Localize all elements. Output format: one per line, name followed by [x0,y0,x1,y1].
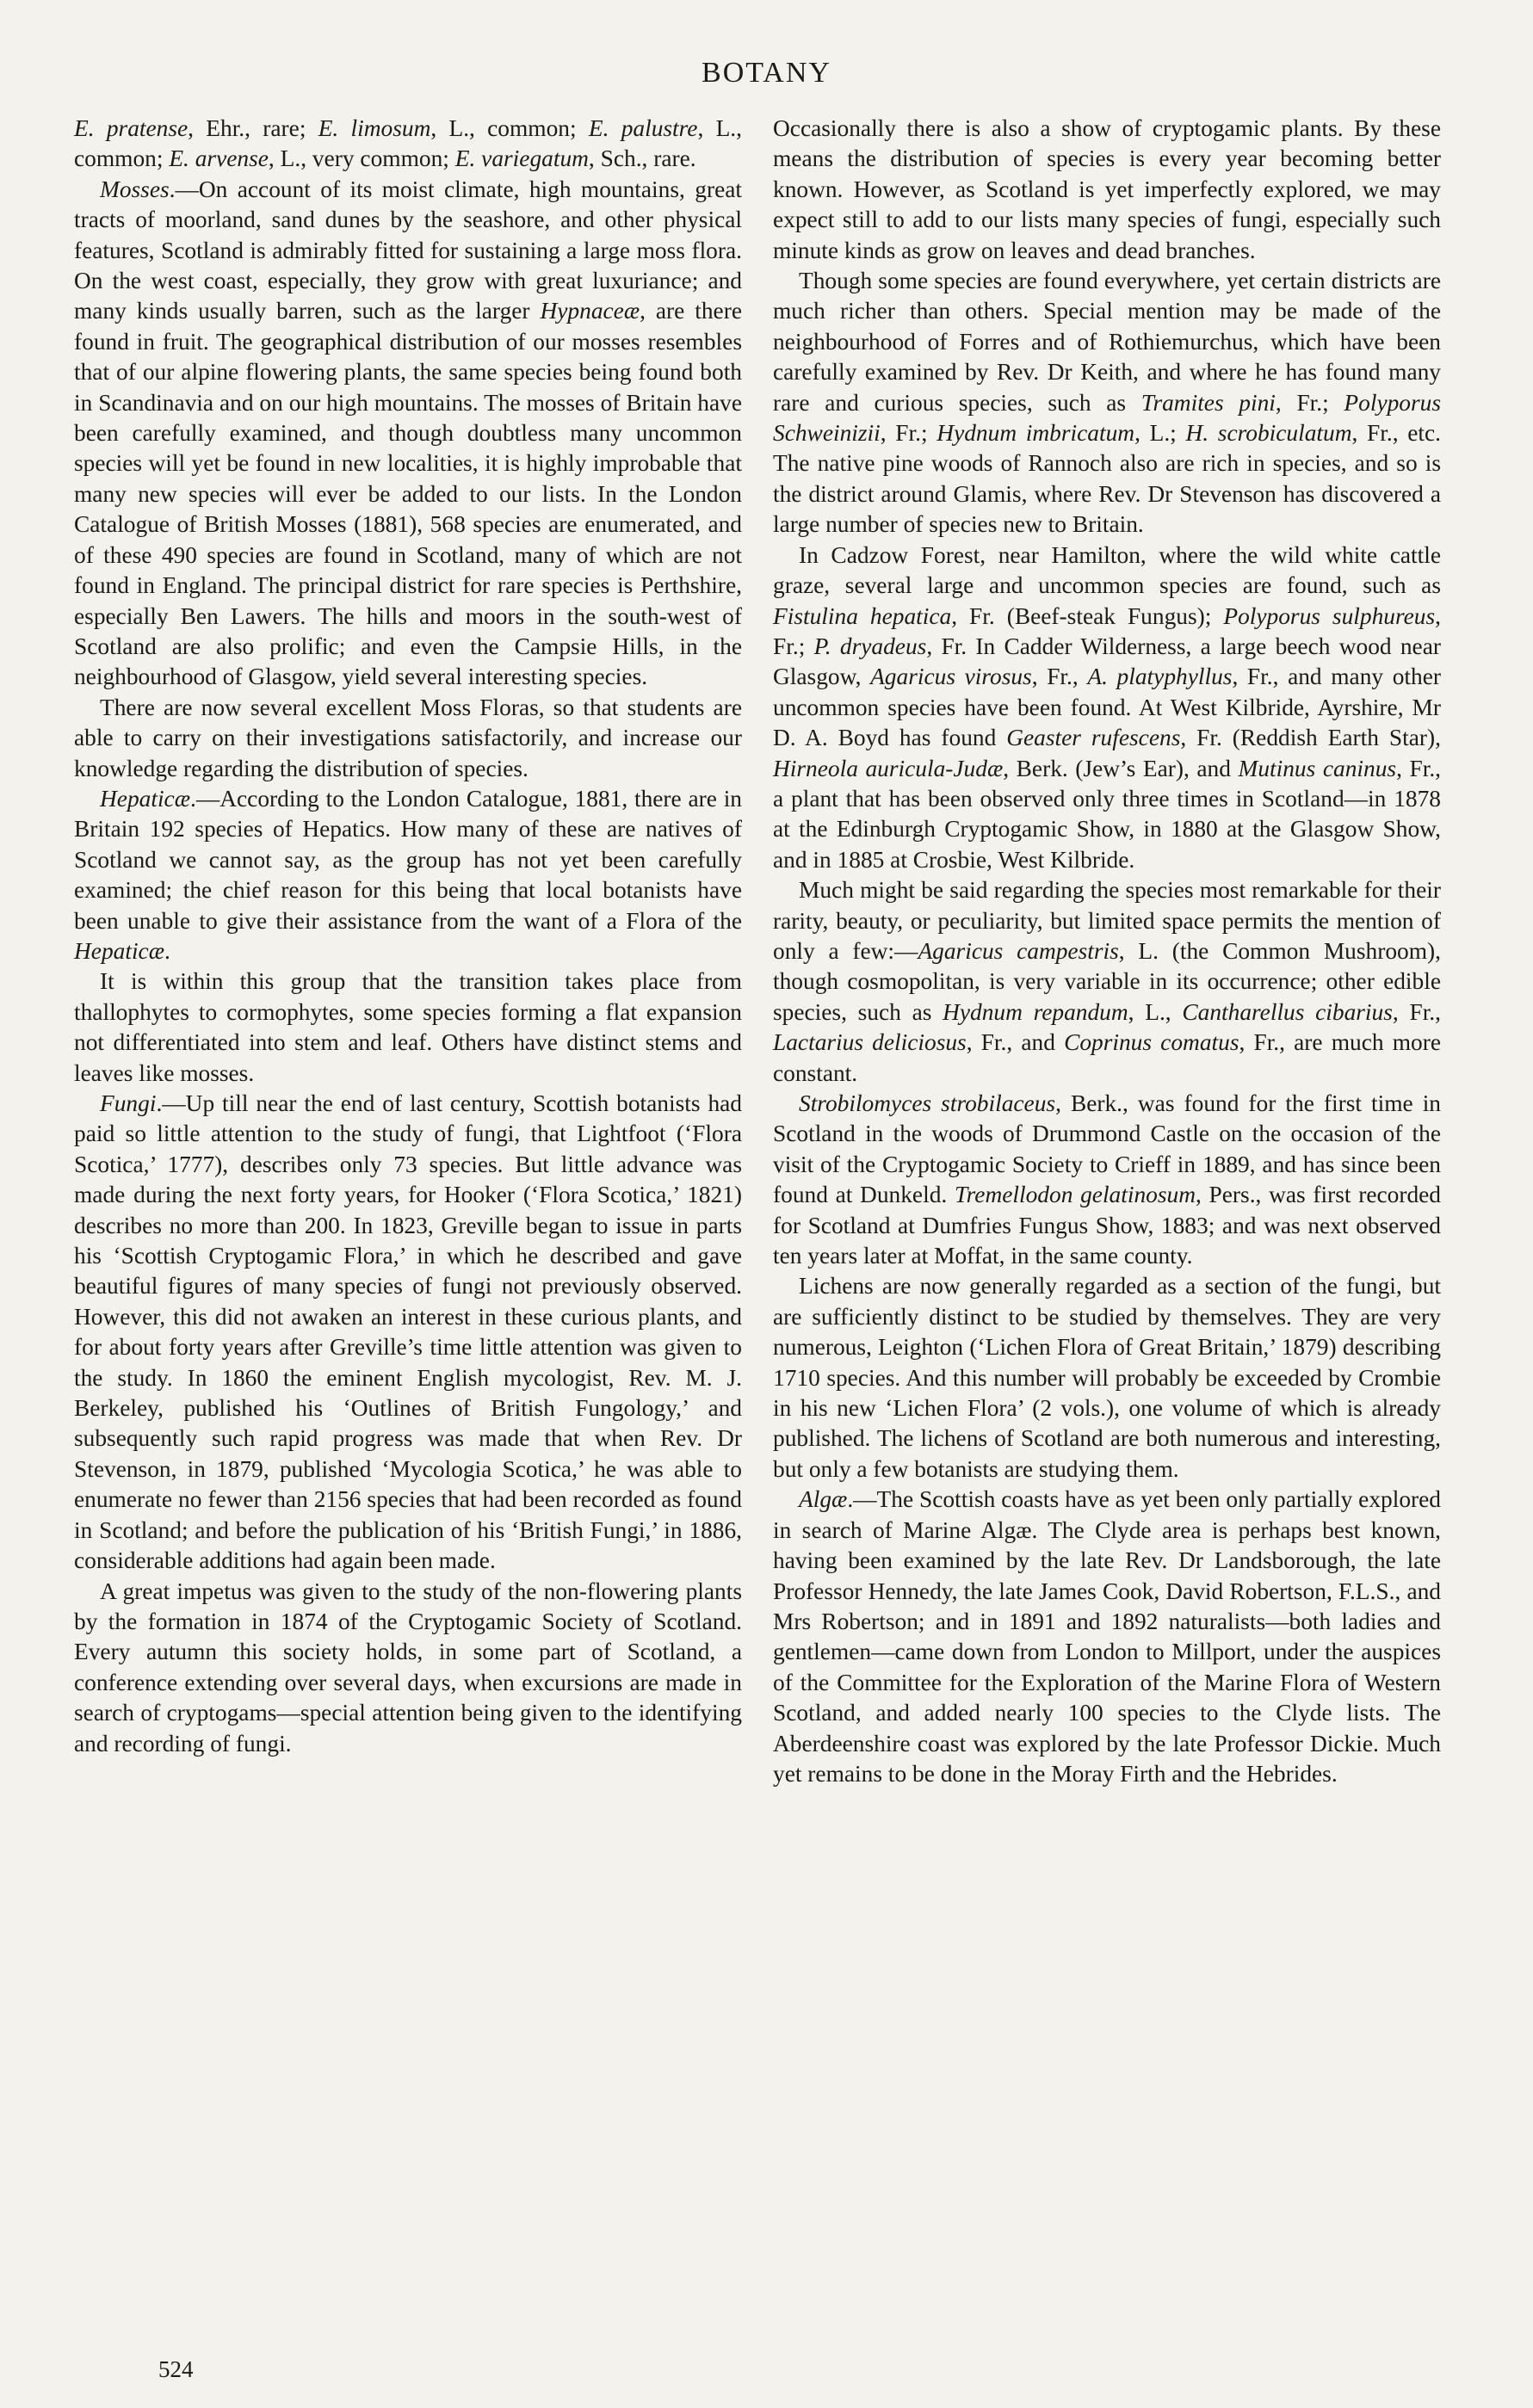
paragraph [773,1271,1441,1485]
italic-term: Hypnaceæ [540,298,640,324]
paragraph [74,114,742,175]
italic-term: Agaricus campestris [918,937,1119,964]
italic-term: Hydnum repandum [943,998,1128,1025]
text-run: Though some species are found everywhere, yet certain districts are much richer than others. Special mention may be made of the neighbourhood of Forres and of Rothiemurchus, which have been carefully examined by Rev. Dr Keith, and where he has found many rare and curious species, such as [773,268,1441,416]
text-run: , Fr. (Beef-steak Fungus); [951,602,1224,629]
paragraph [773,875,1441,1089]
text-run: , L.; [1134,420,1186,447]
paragraph [773,1485,1441,1789]
text-run: In Cadzow Forest, near Hamilton, where the wild white cattle graze, several large and uncommon species are found, such as [773,541,1441,599]
italic-term: Cantharellus cibarius [1182,998,1393,1025]
text-run: , Fr., are much more constant. [773,1029,1441,1086]
running-head: BOTANY [702,57,831,89]
text-run: , Fr., etc. The native pine woods of Rannoch also are rich in species, and so is the district around Glamis, where Rev. Dr Stevenson has discovered a large number of species new to Britain. [773,420,1442,538]
italic-term: Polyporus Schweinizii [773,389,1442,447]
italic-term: Fungi [100,1090,157,1116]
text-run: There are now several excellent Moss Floras, so that students are able to carry on their investigations satisfactorily, and increase our knowledge regarding the distribution of species. [74,694,742,781]
text-run: Occasionally there is also a show of cryptogamic plants. By these means the distribution of species is every year becoming better known. However, as Scotland is yet imperfectly explored, we may expect still to add to our lists many species of fungi, especially such minute kinds as grow on leaves and dead branches. [773,115,1441,263]
text-run: .—The Scottish coasts have as yet been only partially explored in search of Marine Algæ. The Clyde area is perhaps best known, having been examined by the late Rev. Dr Landsborough, the late Professor Hennedy, the late James Cook, David Robertson, F.L.S., and Mrs Robertson; and in 1891 and 1892 naturalists—both ladies and gentlemen—came down from London to Millport, under the auspices of the Committee for the Exploration of the Marine Flora of Western Scotland, and added nearly 100 species to the Clyde lists. The Aberdeenshire coast was explored by the late Professor Dickie. Much yet remains to be done in the Moray Firth and the Hebrides. [773,1486,1441,1787]
italic-term: Hepaticæ [74,937,164,964]
text-run: , Fr., [1031,664,1088,690]
paragraph [773,1089,1441,1271]
italic-term: E. variegatum [454,145,589,172]
italic-term: A. platyphyllus [1087,664,1233,690]
text-run: , Ehr., rare; [188,115,318,141]
text-run: A great impetus was given to the study of the non-flowering plants by the formation in 1874 of the Cryptogamic Society of Scotland. Every autumn this society holds, in some part of Scotland, a conference extending over several days, when excursions are made in search of cryptogams—special attention being given to the identifying and recording of fungi. [74,1578,742,1757]
text-run: , Fr. In Cadder Wilderness, a large beech wood near Glasgow, [773,633,1441,690]
paragraph [773,266,1441,540]
text-run: , L., [1128,998,1183,1025]
text-run: , Fr., and [966,1029,1065,1056]
paragraph [74,1577,742,1759]
text-run: , L. (the Common Mushroom), though cosmopolitan, is very variable in its occurrence; other edible species, such as [773,937,1442,1025]
text-run: . [164,937,170,964]
italic-term: Hydnum imbricatum [936,420,1135,447]
text-run: , Sch., rare. [588,145,696,172]
text-run: , Fr.; [880,420,937,447]
paragraph [74,175,742,693]
text-run: Much might be said regarding the species most remarkable for their rarity, beauty, or peculiarity, but limited space permits the mention of only a few:— [773,877,1441,964]
text-run: .—On account of its moist climate, high mountains, great tracts of moorland, sand dunes by the seashore, and other physical features, Scotland is admirably fitted for sustaining a large moss flora. On the west coast, especially, they grow with great luxuriance; and many kinds usually barren, such as the larger [74,176,742,324]
left-column [74,114,742,1759]
text-run: , Fr., a plant that has been observed only three times in Scotland—in 1878 at the Edinburgh Cryptogamic Show, in 1880 at the Glasgow Show, and in 1885 at Crosbie, West Kilbride. [773,755,1442,873]
text-run: , Pers., was first recorded for Scotland at Dumfries Fungus Show, 1883; and was next observed ten years later at Moffat, in the same county. [773,1182,1442,1269]
italic-term: Lactarius deliciosus [773,1029,967,1056]
italic-term: E. pratense [74,115,189,141]
italic-term: H. scrobiculatum [1185,420,1352,447]
paragraph [74,1089,742,1577]
text-run: , Fr., [1392,998,1441,1025]
text-run: It is within this group that the transition takes place from thallophytes to cormophytes, some species forming a flat expansion not differentiated into stem and leaf. Others have distinct stems and leaves like mosses. [74,968,742,1086]
italic-term: Polyporus sulphureus [1223,602,1436,629]
italic-term: P. dryadeus [813,633,927,659]
italic-term: Hepaticæ [100,785,190,812]
italic-term: Tramites pini [1140,389,1276,416]
text-run: Lichens are now generally regarded as a section of the fungi, but are sufficiently distinct to be studied by themselves. They are very numerous, Leighton (‘Lichen Flora of Great Britain,’ 1879) describing 1710 species. And this number will probably be exceeded by Crombie in his new ‘Lichen Flora’ (2 vols.), one volume of which is already published. The lichens of Scotland are both numerous and interesting, but only a few botanists are studying them. [773,1273,1441,1482]
page-number: 524 [158,2356,194,2382]
italic-term: Fistulina hepatica [773,602,952,629]
paragraph [773,114,1441,266]
italic-term: Hirneola auricula-Judæ [773,755,1004,781]
italic-term: Mutinus caninus [1238,755,1397,781]
italic-term: Strobilomyces strobilaceus [799,1090,1056,1116]
paragraph [74,966,742,1089]
text-run: , Berk. (Jew’s Ear), and [1003,755,1239,781]
text-run: , Fr.; [773,602,1441,659]
paragraph [74,784,742,966]
italic-term: Mosses [100,176,170,202]
text-run: .—Up till near the end of last century, Scottish botanists had paid so little attention to the study of fungi, that Lightfoot (‘Flora Scotica,’ 1777), describes only 73 species. But little advance was made during the next forty years, for Hooker (‘Flora Scotica,’ 1821) describes no more than 200. In 1823, Greville began to issue in parts his ‘Scottish Cryptogamic Flora,’ in which he described and gave beautiful figures of many species of fungi not previously observed. However, this did not awaken an interest in these curious plants, and for about forty years after Greville’s time little attention was given to the study. In 1860 the eminent English mycologist, Rev. M. J. Berkeley, published his ‘Outlines of British Fungology,’ and subsequently such rapid progress was made that when Rev. Dr Stevenson, in 1879, published ‘Mycologia Scotica,’ he was able to enumerate no fewer than 2156 species that had been recorded as found in Scotland; and before the publication of his ‘British Fungi,’ in 1886, considerable additions had again been made. [74,1090,742,1574]
italic-term: Geaster rufescens [1006,725,1181,751]
paragraph [773,540,1441,875]
paragraph [74,693,742,784]
italic-term: E. limosum [318,115,431,141]
text-run: , Fr., and many other uncommon species have been found. At West Kilbride, Ayrshire, Mr D. A. Boyd has found [773,664,1441,751]
italic-term: E. arvense [169,145,269,172]
italic-term: Tremellodon gelatinosum [954,1182,1196,1208]
text-run: , Berk., was found for the first time in Scotland in the woods of Drummond Castle on the occasion of the visit of the Cryptogamic Society to Crieff in 1889, and has since been found at Dunkeld. [773,1090,1442,1208]
text-run: , L., very common; [268,145,455,172]
italic-term: Agaricus virosus [870,664,1032,690]
text-run: , L., common; [74,115,742,172]
text-run: , Fr. (Reddish Earth Star), [1180,725,1441,751]
right-column [773,114,1441,1789]
italic-term: Algæ [799,1486,848,1513]
italic-term: Coprinus comatus [1064,1029,1239,1056]
text-run: , are there found in fruit. The geographical distribution of our mosses resembles that of our alpine flowering plants, the same species being found both in Scandinavia and on our high mountains. The mosses of Britain have been carefully examined, and though doubtless many uncommon species will yet be found in new localities, it is highly improbable that many new species will ever be added to our lists. In the London Catalogue of British Mosses (1881), 568 species are enumerated, and of these 490 species are found in Scotland, many of which are not found in England. The principal district for rare species is Perthshire, especially Ben Lawers. The hills and moors in the south-west of Scotland are also prolific; and even the Campsie Hills, in the neighbourhood of Glasgow, yield several interesting species. [74,298,742,690]
text-run: .—According to the London Catalogue, 1881, there are in Britain 192 species of Hepatics. How many of these are natives of Scotland we cannot say, as the group has not yet been carefully examined; the chief reason for this being that local botanists have been unable to give their assistance from the want of a Flora of the [74,785,742,934]
text-run: , L., common; [430,115,589,141]
text-run: , Fr.; [1275,389,1344,416]
italic-term: E. palustre [588,115,698,141]
